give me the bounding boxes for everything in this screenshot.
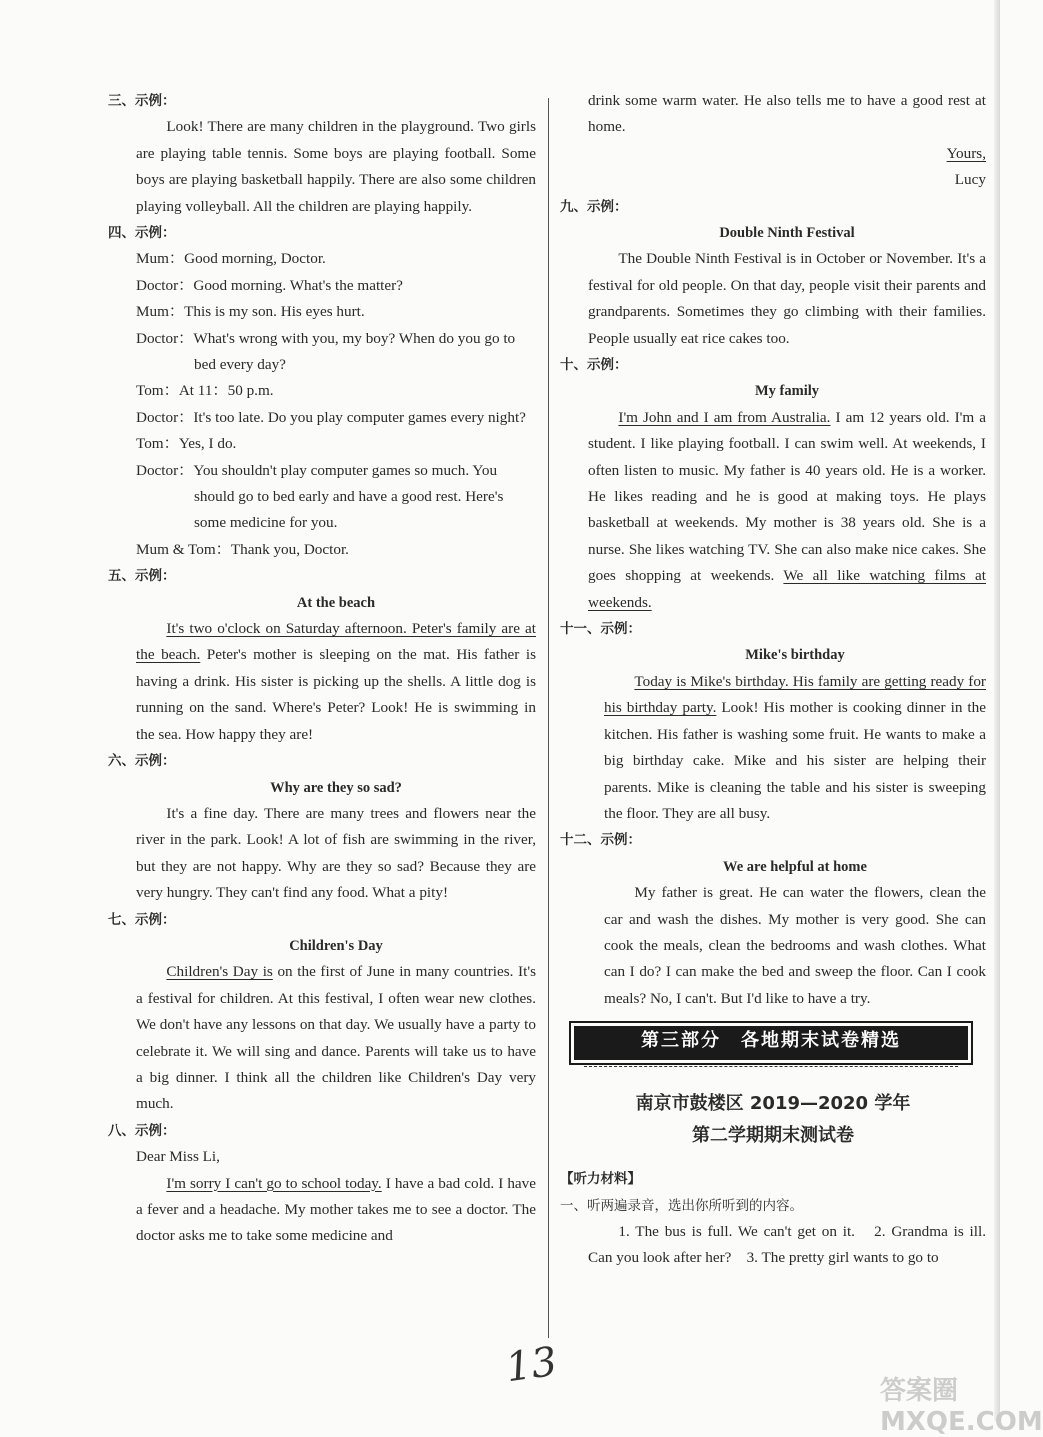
section-5-answer: It's two o'clock on Saturday afternoon. Peter's family are at the beach. Peter's mother is sleeping on the mat. His father is having a drink. His sister is picking up the shells. A little dog is running on the sand. Where's Peter? Look! He is swimming in the sea. How happy they are!: [136, 620, 536, 743]
question-1-text: 1. The bus is full. We can't get on it. 2. Grandma is ill. Can you look after her? 3. The pretty girl wants to go to: [588, 1222, 986, 1267]
dialogue-line: Mum：This is my son. His eyes hurt.: [136, 303, 365, 321]
exam-title-line1: 南京市鼓楼区 2019—2020 学年: [635, 1093, 911, 1115]
question-1-heading: 一、听两遍录音，选出你所听到的内容。: [560, 1197, 803, 1214]
section-11-heading: 十一、示例：: [560, 621, 641, 638]
section-6-title: Why are they so sad?: [270, 779, 402, 796]
section-12-answer: My father is great. He can water the flowers, clean the car and wash the dishes. My mother is very good. She can cook the meals, clean the bedrooms and wash clothes. What can I do? I can make the bed and sweep the floor. Can I cook meals? No, I can't. But I'd like to have a try.: [604, 884, 986, 1007]
section-7-title: Children's Day: [289, 937, 383, 954]
right-column: [560, 88, 986, 1272]
page-number: 13: [503, 1338, 560, 1392]
letter-closing: Yours,: [946, 144, 986, 162]
left-column: [108, 88, 536, 1250]
section-10-title: My family: [754, 383, 820, 400]
section-9-heading: 九、示例：: [560, 198, 628, 215]
section-3-heading: 三、示例：: [108, 93, 176, 109]
section-12-heading: 十二、示例：: [560, 832, 641, 849]
letter-greeting: Dear Miss Li,: [136, 1148, 220, 1166]
section-11-answer: Today is Mike's birthday. His family are getting ready for his birthday party. Look! His mother is cooking dinner in the kitchen. His father is washing some fruit. He wants to make a big birthday cake. Mike and his sister are helping their parents. Mike is cleaning the table and his sister is sweeping the floor. They are all busy.: [604, 672, 986, 822]
dialogue: [108, 246, 536, 563]
section-10-answer: I'm John and I am from Australia. I am 12 years old. I'm a student. I like playing football. I can swim well. At weekends, I often listen to music. My father is 40 years old. He is a worker. He likes reading and he is good at making toys. He plays basketball at weekends. My mother is 38 years old. She is a nurse. She likes watching TV. She can also make nice cakes. She goes shopping at weekends. We all like watching films at weekends.: [588, 408, 986, 611]
exam-title-line2: 第二学期期末测试卷: [692, 1125, 854, 1147]
dialogue-line: Mum：Good morning, Doctor.: [136, 250, 326, 268]
section-12-title: We are helpful at home: [723, 858, 867, 875]
section-5-heading: 五、示例：: [108, 568, 176, 585]
section-3-answer: Look! There are many children in the playground. Two girls are playing table tennis. Some boys are playing football. Some boys are playing basketball happily. There are also some children playing volleyball. All the children are playing happily.: [136, 118, 536, 215]
section-6-heading: 六、示例：: [108, 753, 176, 770]
page-edge-shadow: [994, 0, 1000, 1421]
watermark: 答案圈 MXQE.COM: [880, 1376, 1043, 1437]
banner-text: 第三部分 各地期末试卷精选: [641, 1030, 901, 1052]
section-5-title: At the beach: [296, 594, 376, 611]
section-8-continued: drink some warm water. He also tells me to have a good rest at home.: [588, 92, 986, 136]
dialogue-line: Doctor：It's too late. Do you play computer games every night?: [136, 408, 526, 426]
column-divider: [548, 98, 549, 1338]
section-4-heading: 四、示例：: [108, 225, 176, 242]
dialogue-line: Tom：At 11：50 p.m.: [136, 382, 274, 400]
section-7-heading: 七、示例：: [108, 911, 176, 928]
listening-material-heading: 【听力材料】: [560, 1171, 641, 1188]
section-9-title: Double Ninth Festival: [719, 225, 855, 242]
section-7-answer: Children's Day is on the first of June in many countries. It's a festival for children. At this festival, I often wear new clothes. We don't have any lessons on that day. We usually have a party to celebrate it. We will sing and dance. Parents will take us to have a big dinner. I think all the children like Children's Day very much.: [136, 963, 536, 1113]
section-8-answer: I'm sorry I can't go to school today. I have a bad cold. I have a fever and a headache. My mother takes me to see a doctor. The doctor asks me to take some medicine and: [136, 1174, 536, 1245]
section-9-answer: The Double Ninth Festival is in October or November. It's a festival for old people. On that day, people visit their parents and grandparents. Sometimes they go climbing with their families. People usually eat rice cakes too.: [588, 250, 986, 347]
part-three-banner: [564, 1020, 978, 1068]
dialogue-line: Doctor：What's wrong with you, my boy? When do you go to bed every day?: [136, 329, 516, 374]
letter-signature: Lucy: [954, 171, 986, 189]
dialogue-line: Doctor：You shouldn't play computer games so much. You should go to bed early and have a good rest. Here's some medicine for you.: [136, 461, 504, 532]
section-8-heading: 八、示例：: [108, 1122, 176, 1139]
dialogue-line: Doctor：Good morning. What's the matter?: [136, 276, 403, 294]
dialogue-line: Mum & Tom：Thank you, Doctor.: [136, 540, 349, 558]
dialogue-line: Tom：Yes, I do.: [136, 435, 237, 453]
section-11-title: Mike's birthday: [745, 647, 845, 664]
section-6-answer: It's a fine day. There are many trees and flowers near the river in the park. Look! A lot of fish are swimming in the river, but they are not happy. Why are they so sad? Because they are very hungry. They can't find any food. What a pity!: [136, 804, 536, 902]
section-10-heading: 十、示例：: [560, 357, 628, 374]
banner-ornament: [584, 1060, 958, 1067]
